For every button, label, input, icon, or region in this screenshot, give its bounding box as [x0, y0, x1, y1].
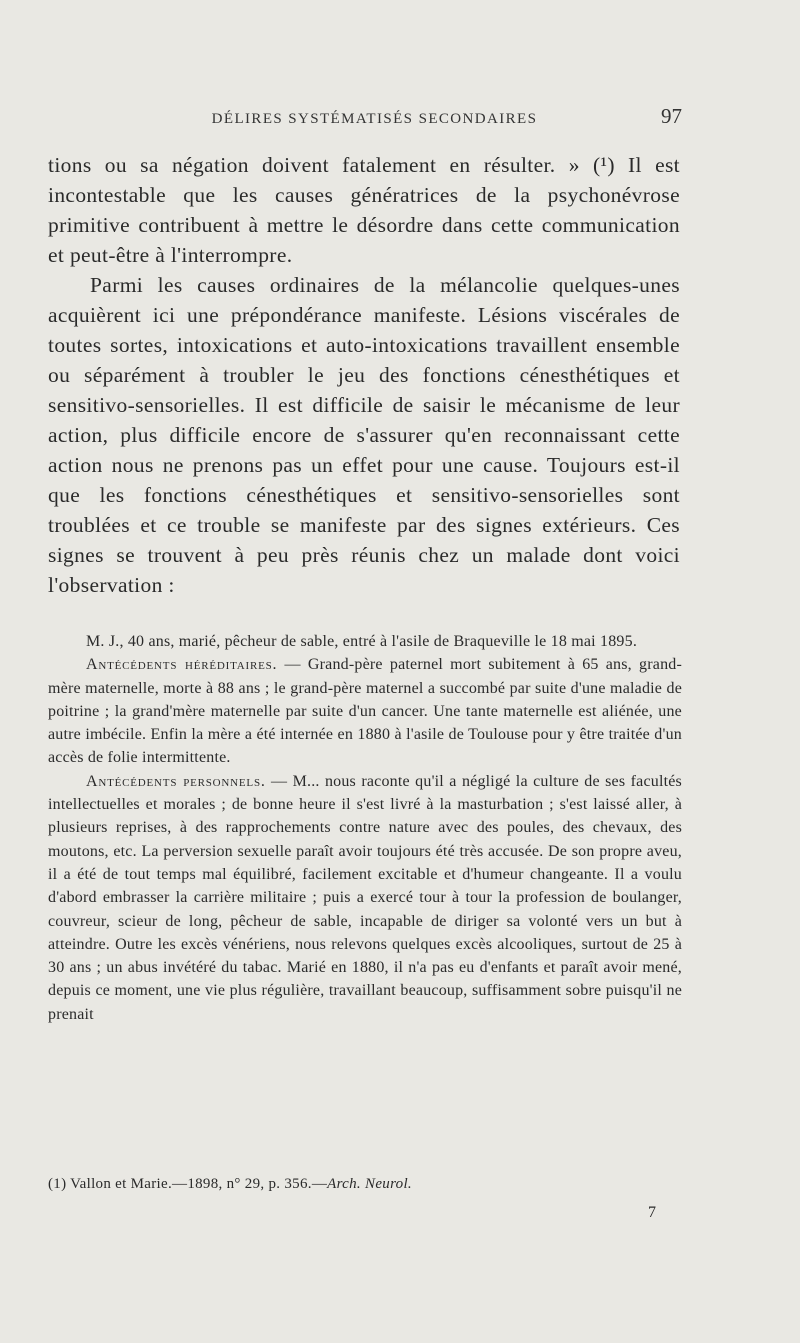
footnote [48, 1176, 412, 1193]
personal-heading: Antécédents personnels. [86, 772, 266, 790]
hereditary-antecedents [48, 653, 682, 769]
personal-text: — M... nous raconte qu'il a négligé la culture de ses facultés intellectuelles et morales ; de bonne heure il s'est livré à la masturbation ; s'est laissé aller, à plusieurs reprises, à des rapprochements contre nature avec des poules, des chevaux, des moutons, etc. La perversion sexuelle paraît avoir toujours été très accusée. De son propre aveu, il a été de tout temps mal équilibré, facilement excitable et d'humeur changeante. Il a voulu d'abord embrasser la carrière militaire ; puis a exercé tour à tour la profession de boulanger, couvreur, scieur de long, pêcheur de sable, incapable de diriger sa volonté vers un but à atteindre. Outre les excès vénériens, nous relevons quelques excès alcooliques, surtout de 25 à 30 ans ; un abus invétéré du tabac. Marié en 1880, il n'a pas eu d'enfants et paraît avoir mené, depuis ce moment, une vie plus régulière, travaillant beaucoup, suffisamment sobre puisqu'il ne prenait [48, 772, 682, 1023]
signature-mark: 7 [648, 1204, 656, 1221]
page-number: 97 [661, 104, 682, 128]
hereditary-text: — Grand-père paternel mort subitement à 65 ans, grand-mère maternelle, morte à 88 ans ; le grand-père maternel a succombé par suite d'une maladie de poitrine ; la grand'mère maternelle par suite d'un cancer. Une tante maternelle est aliénée, une autre imbécile. Enfin la mère a été internée en 1880 à l'asile de Toulouse pour y être traitée d'un accès de folie intermittente. [48, 656, 683, 767]
running-title: DÉLIRES SYSTÉMATISÉS SECONDAIRES [211, 111, 538, 127]
paragraph-2: Parmi les causes ordinaires de la mélancolie quelques-unes acquièrent ici une prépondérance manifeste. Lésions viscérales de toutes sortes, intoxications et auto-intoxications travaillent ensemble ou séparément à troubler le jeu des fonctions cénesthétiques et sensitivo-sensorielles. Il est difficile de saisir le mécanisme de leur action, plus difficile encore de s'assurer qu'en reconnaissant cette action nous ne prenons pas un effet pour une cause. Toujours est-il que les fonctions cénesthétiques et sensitivo-sensorielles sont troublées et ce trouble se manifeste par des signes extérieurs. Ces signes se trouvent à peu près réunis chez un malade dont voici l'observation : [48, 273, 680, 597]
case-observation [48, 630, 682, 1026]
personal-antecedents [48, 770, 682, 1026]
hereditary-heading: Antécédents héréditaires. [86, 656, 278, 674]
main-text [48, 150, 680, 600]
footnote-marker: (1) [48, 1176, 67, 1192]
footnote-journal: Arch. Neurol. [327, 1176, 412, 1192]
observation-intro: M. J., 40 ans, marié, pêcheur de sable, entré à l'asile de Braqueville le 18 mai 1895. [86, 633, 638, 650]
footnote-text: Vallon et Marie.—1898, n° 29, p. 356.— [66, 1176, 328, 1192]
page-header [48, 104, 682, 129]
paragraph-1: tions ou sa négation doivent fatalement en résulter. » (¹) Il est incontestable que les causes génératrices de la psychonévrose primitive contribuent à mettre le désordre dans cette communication et peut-être à l'interrompre. [48, 153, 680, 267]
